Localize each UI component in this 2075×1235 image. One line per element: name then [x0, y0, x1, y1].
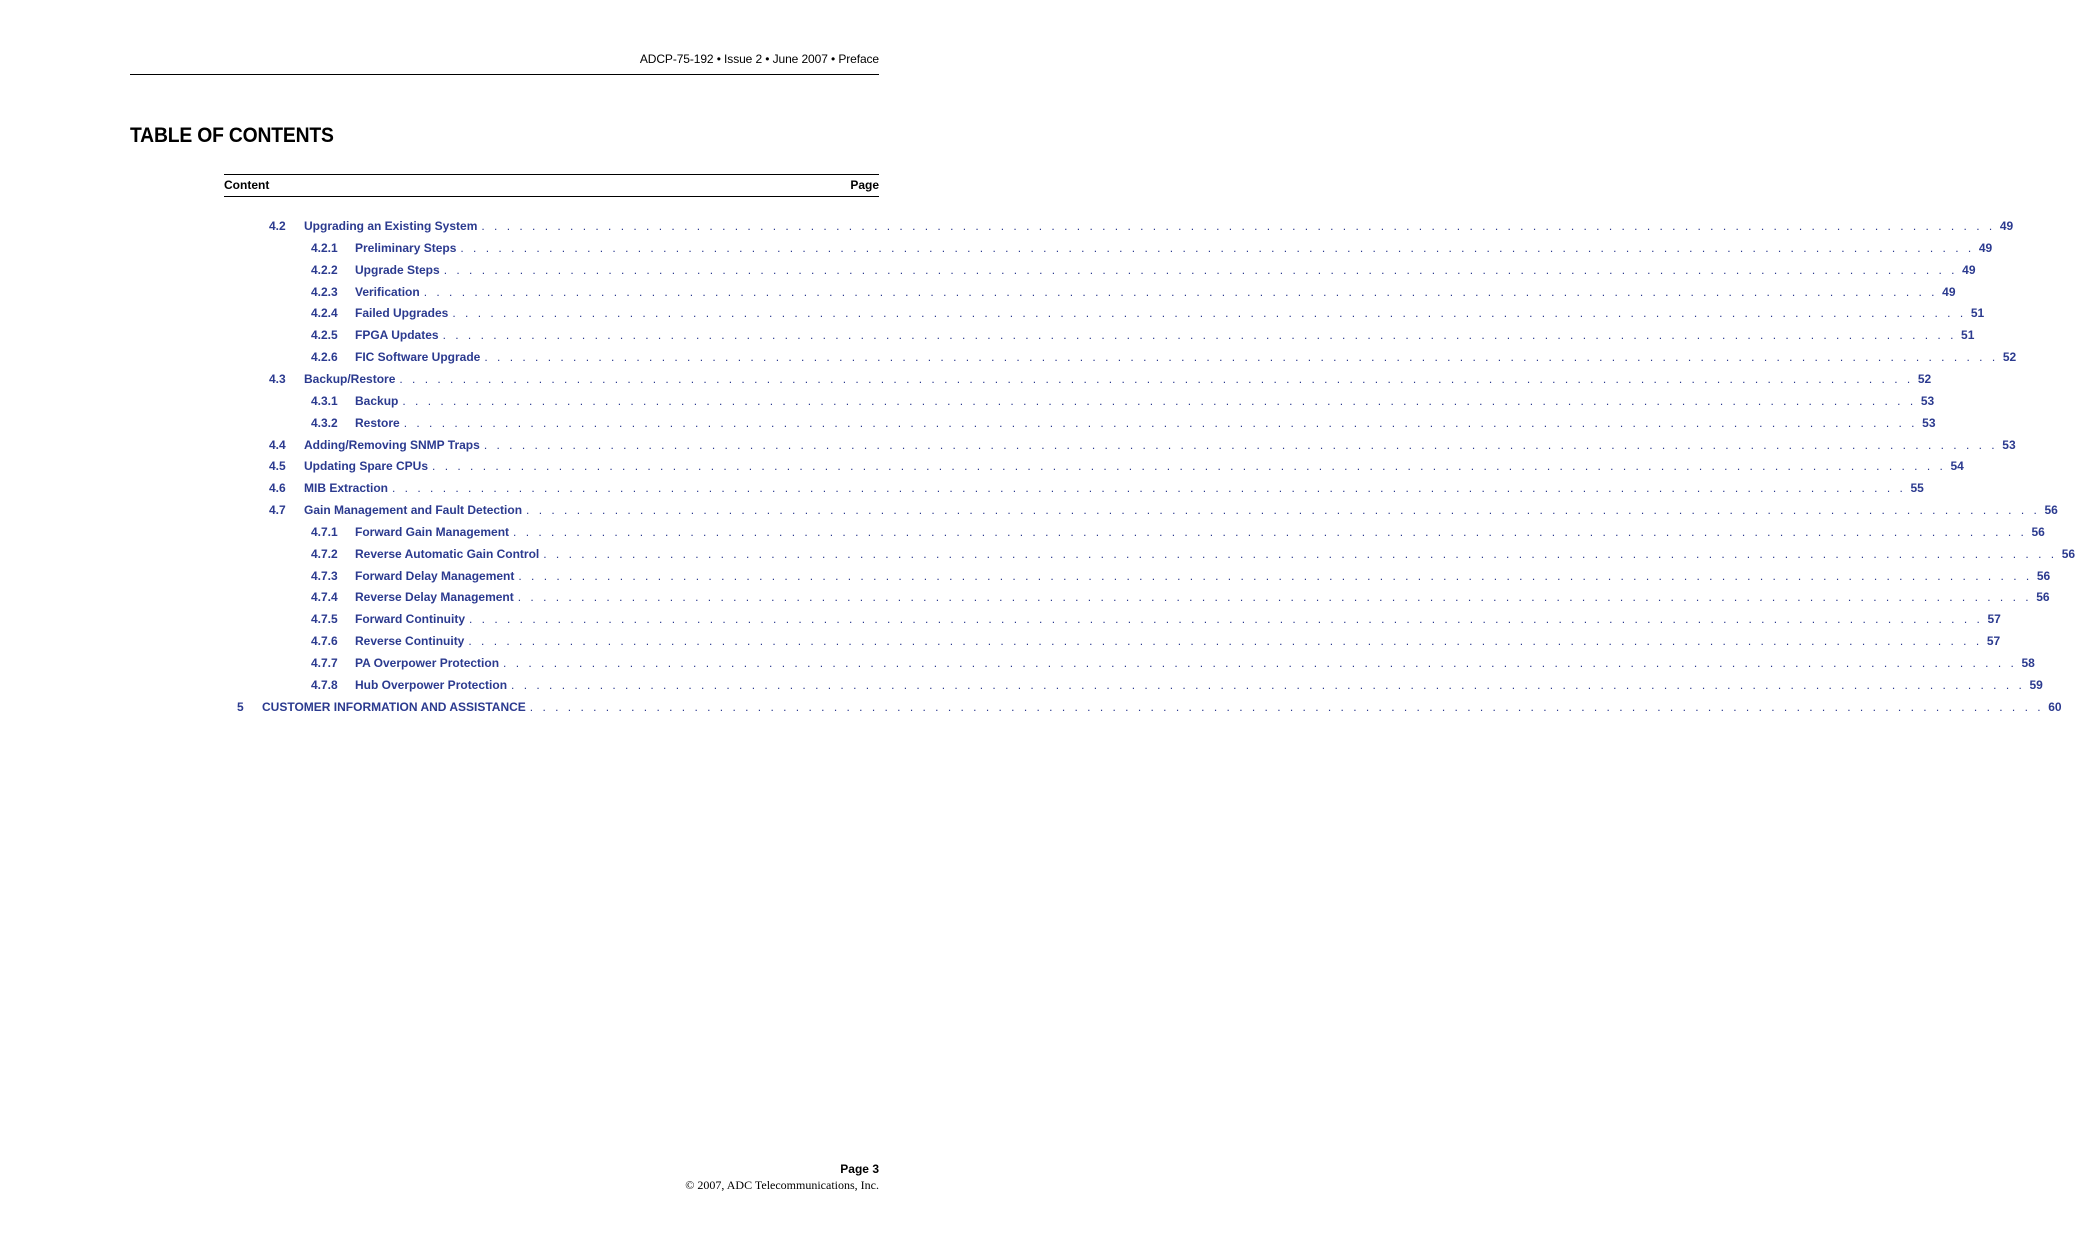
toc-entry-page: 57 — [1986, 634, 2001, 648]
toc-leader-dots: . . . . . . . . . . . . . . . . . . . . . . . . . . . . . . . . . . . . . . . . . . . . . . . . . . . . . . . . . . . . . . . . . . . . . . . . . . . . . . . . . . . . . . . . . . . . . . . . . . . . . . . . . . . . . . . . . . . . . . . . — [442, 328, 1957, 342]
toc-entry-title: CUSTOMER INFORMATION AND ASSISTANCE — [262, 700, 526, 714]
toc-leader-dots: . . . . . . . . . . . . . . . . . . . . . . . . . . . . . . . . . . . . . . . . . . . . . . . . . . . . . . . . . . . . . . . . . . . . . . . . . . . . . . . . . . . . . . . . . . . . . . . . . . . . . . . . . . . . . . . . . . . . . . . . — [483, 438, 1998, 452]
toc-entry-page: 53 — [1922, 416, 1936, 430]
toc-entry-number: 4.2.1 — [311, 241, 338, 255]
toc-entry-number: 4.3.1 — [311, 394, 338, 408]
toc-leader-dots: . . . . . . . . . . . . . . . . . . . . . . . . . . . . . . . . . . . . . . . . . . . . . . . . . . . . . . . . . . . . . . . . . . . . . . . . . . . . . . . . . . . . . . . . . . . . . . . . . . . . . . . . . . . . . . . . . . . . . . . . — [399, 372, 1914, 386]
toc-entry-page: 57 — [1987, 612, 2001, 626]
toc-leader-dots: . . . . . . . . . . . . . . . . . . . . . . . . . . . . . . . . . . . . . . . . . . . . . . . . . . . . . . . . . . . . . . . . . . . . . . . . . . . . . . . . . . . . . . . . . . . . . . . . . . . . . . . . . . . . . . . . . . . . . . . . — [403, 416, 1918, 430]
toc-entry-number: 4.7.2 — [311, 547, 338, 561]
toc-entry-number: 4.7 — [269, 503, 286, 517]
toc-leader-dots: . . . . . . . . . . . . . . . . . . . . . . . . . . . . . . . . . . . . . . . . . . . . . . . . . . . . . . . . . . . . . . . . . . . . . . . . . . . . . . . . . . . . . . . . . . . . . . . . . . . . . . . . . . . . . . . . . . . . . . . . — [469, 612, 1983, 626]
header-rule — [130, 74, 879, 75]
toc-entry[interactable] — [237, 700, 2062, 716]
toc-entry-page: 56 — [2036, 569, 2051, 583]
toc-entry[interactable] — [311, 285, 1956, 301]
toc-entry-title: Adding/Removing SNMP Traps — [304, 438, 480, 452]
toc-entry-title: FIC Software Upgrade — [355, 350, 481, 364]
toc-entry[interactable] — [311, 241, 1993, 257]
toc-entry-title: Verification — [355, 285, 420, 299]
toc-leader-dots: . . . . . . . . . . . . . . . . . . . . . . . . . . . . . . . . . . . . . . . . . . . . . . . . . . . . . . . . . . . . . . . . . . . . . . . . . . . . . . . . . . . . . . . . . . . . . . . . . . . . . . . . . . . . . . . . . . . . . . . . — [460, 241, 1975, 255]
toc-entry-page: 51 — [1970, 306, 1985, 320]
toc-entry-page: 52 — [2002, 350, 2017, 364]
toc-entry-page: 49 — [1999, 219, 2014, 233]
toc-entry-page: 49 — [1942, 285, 1956, 299]
toc-leader-dots: . . . . . . . . . . . . . . . . . . . . . . . . . . . . . . . . . . . . . . . . . . . . . . . . . . . . . . . . . . . . . . . . . . . . . . . . . . . . . . . . . . . . . . . . . . . . . . . . . . . . . . . . . . . . . . . . . . . . . . . . — [423, 285, 1938, 299]
toc-entry-title: MIB Extraction — [304, 481, 389, 495]
toc-entry-title: Preliminary Steps — [355, 241, 457, 255]
toc-entry-title: Failed Upgrades — [355, 306, 449, 320]
toc-leader-dots: . . . . . . . . . . . . . . . . . . . . . . . . . . . . . . . . . . . . . . . . . . . . . . . . . . . . . . . . . . . . . . . . . . . . . . . . . . . . . . . . . . . . . . . . . . . . . . . . . . . . . . . . . . . . . . . . . . . . . . . . — [517, 590, 2032, 604]
toc-entry-title: Restore — [355, 416, 400, 430]
toc-entry-title: Reverse Continuity — [355, 634, 465, 648]
toc-entry-title: Upgrade Steps — [355, 263, 440, 277]
toc-entry[interactable] — [269, 503, 2058, 519]
column-header — [224, 174, 879, 197]
toc-entry-number: 5 — [237, 700, 244, 714]
toc-entry[interactable] — [311, 394, 1935, 410]
toc-entry[interactable] — [311, 569, 2051, 585]
toc-leader-dots: . . . . . . . . . . . . . . . . . . . . . . . . . . . . . . . . . . . . . . . . . . . . . . . . . . . . . . . . . . . . . . . . . . . . . . . . . . . . . . . . . . . . . . . . . . . . . . . . . . . . . . . . . . . . . . . . . . . . . . . . — [513, 525, 2027, 539]
toc-entry-number: 4.7.5 — [311, 612, 338, 626]
toc-entry-title: Reverse Delay Management — [355, 590, 514, 604]
toc-leader-dots: . . . . . . . . . . . . . . . . . . . . . . . . . . . . . . . . . . . . . . . . . . . . . . . . . . . . . . . . . . . . . . . . . . . . . . . . . . . . . . . . . . . . . . . . . . . . . . . . . . . . . . . . . . . . . . . . . . . . . . . . — [526, 503, 2040, 517]
toc-entry[interactable] — [311, 525, 2045, 541]
toc-entry-title: Backup — [355, 394, 399, 408]
toc-entry-page: 60 — [2048, 700, 2062, 714]
toc-entry-number: 4.5 — [269, 459, 286, 473]
toc-entry-number: 4.4 — [269, 438, 286, 452]
toc-entry[interactable] — [269, 459, 1964, 475]
toc-entry[interactable] — [311, 612, 2001, 628]
column-header-content: Content — [224, 178, 270, 192]
toc-entry-title: Gain Management and Fault Detection — [304, 503, 523, 517]
toc-leader-dots: . . . . . . . . . . . . . . . . . . . . . . . . . . . . . . . . . . . . . . . . . . . . . . . . . . . . . . . . . . . . . . . . . . . . . . . . . . . . . . . . . . . . . . . . . . . . . . . . . . . . . . . . . . . . . . . . . . . . . . . . — [543, 547, 2058, 561]
toc-entry[interactable] — [311, 306, 1985, 322]
toc-entry-page: 53 — [1920, 394, 1935, 408]
page-title: TABLE OF CONTENTS — [130, 124, 334, 147]
toc-entry-title: Hub Overpower Protection — [355, 678, 508, 692]
toc-entry-page: 53 — [2002, 438, 2016, 452]
toc-leader-dots: . . . . . . . . . . . . . . . . . . . . . . . . . . . . . . . . . . . . . . . . . . . . . . . . . . . . . . . . . . . . . . . . . . . . . . . . . . . . . . . . . . . . . . . . . . . . . . . . . . . . . . . . . . . . . . . . . . . . . . . . — [468, 634, 1983, 648]
toc-entry-number: 4.7.4 — [311, 590, 338, 604]
toc-leader-dots: . . . . . . . . . . . . . . . . . . . . . . . . . . . . . . . . . . . . . . . . . . . . . . . . . . . . . . . . . . . . . . . . . . . . . . . . . . . . . . . . . . . . . . . . . . . . . . . . . . . . . . . . . . . . . . . . . . . . . . . . — [529, 700, 2044, 714]
toc-entry-title: Forward Delay Management — [355, 569, 515, 583]
toc-entry-title: Updating Spare CPUs — [304, 459, 429, 473]
toc-entry-title: PA Overpower Protection — [355, 656, 500, 670]
toc-entry-page: 58 — [2021, 656, 2035, 670]
toc-entry-title: Reverse Automatic Gain Control — [355, 547, 540, 561]
toc-leader-dots: . . . . . . . . . . . . . . . . . . . . . . . . . . . . . . . . . . . . . . . . . . . . . . . . . . . . . . . . . . . . . . . . . . . . . . . . . . . . . . . . . . . . . . . . . . . . . . . . . . . . . . . . . . . . . . . . . . . . . . . . — [481, 219, 1996, 233]
toc-entry[interactable] — [311, 263, 1976, 279]
toc-entry-page: 52 — [1917, 372, 1932, 386]
toc-entry-page: 54 — [1950, 459, 1964, 473]
toc-entry-title: FPGA Updates — [355, 328, 439, 342]
toc-entry-number: 4.7.6 — [311, 634, 338, 648]
toc-entry-number: 4.6 — [269, 481, 286, 495]
toc-entry-number: 4.7.3 — [311, 569, 338, 583]
toc-entry-page: 51 — [1961, 328, 1975, 342]
toc-entry[interactable] — [311, 634, 2001, 650]
toc-entry-page: 56 — [2044, 503, 2058, 517]
toc-entry[interactable] — [269, 481, 1924, 497]
toc-entry-number: 4.2 — [269, 219, 286, 233]
toc-entry-number: 4.2.6 — [311, 350, 338, 364]
toc-entry-number: 4.3 — [269, 372, 286, 386]
toc-entry[interactable] — [311, 350, 2017, 366]
toc-entry-page: 59 — [2029, 678, 2043, 692]
toc-leader-dots: . . . . . . . . . . . . . . . . . . . . . . . . . . . . . . . . . . . . . . . . . . . . . . . . . . . . . . . . . . . . . . . . . . . . . . . . . . . . . . . . . . . . . . . . . . . . . . . . . . . . . . . . . . . . . . . . . . . . . . . . — [484, 350, 1999, 364]
toc-entry-page: 49 — [1978, 241, 1993, 255]
toc-entry-page: 55 — [1910, 481, 1924, 495]
toc-entry-page: 56 — [2031, 525, 2045, 539]
toc-entry-number: 4.3.2 — [311, 416, 338, 430]
toc-leader-dots: . . . . . . . . . . . . . . . . . . . . . . . . . . . . . . . . . . . . . . . . . . . . . . . . . . . . . . . . . . . . . . . . . . . . . . . . . . . . . . . . . . . . . . . . . . . . . . . . . . . . . . . . . . . . . . . . . . . . . . . . — [432, 459, 1946, 473]
toc-entry-page: 56 — [2061, 547, 2075, 561]
toc-entry[interactable] — [269, 438, 2016, 454]
toc-leader-dots: . . . . . . . . . . . . . . . . . . . . . . . . . . . . . . . . . . . . . . . . . . . . . . . . . . . . . . . . . . . . . . . . . . . . . . . . . . . . . . . . . . . . . . . . . . . . . . . . . . . . . . . . . . . . . . . . . . . . . . . . — [518, 569, 2033, 583]
toc-entry[interactable] — [311, 590, 2050, 606]
toc-entry-page: 49 — [1962, 263, 1976, 277]
toc-entry-page: 56 — [2036, 590, 2050, 604]
toc-leader-dots: . . . . . . . . . . . . . . . . . . . . . . . . . . . . . . . . . . . . . . . . . . . . . . . . . . . . . . . . . . . . . . . . . . . . . . . . . . . . . . . . . . . . . . . . . . . . . . . . . . . . . . . . . . . . . . . . . . . . . . . . — [443, 263, 1958, 277]
toc-entry-number: 4.2.2 — [311, 263, 338, 277]
toc-entry[interactable] — [311, 416, 1936, 432]
toc-entry[interactable] — [311, 328, 1975, 344]
footer-copyright: © 2007, ADC Telecommunications, Inc. — [685, 1178, 879, 1192]
toc-entry[interactable] — [311, 547, 2075, 563]
toc-entry-number: 4.2.4 — [311, 306, 338, 320]
column-header-page: Page — [850, 178, 879, 192]
toc-entry[interactable] — [269, 372, 1932, 388]
toc-entry-number: 4.2.3 — [311, 285, 338, 299]
toc-entry-title: Forward Continuity — [355, 612, 465, 626]
toc-entry-number: 4.2.5 — [311, 328, 338, 342]
running-head: ADCP-75-192 • Issue 2 • June 2007 • Preface — [639, 52, 879, 66]
toc-leader-dots: . . . . . . . . . . . . . . . . . . . . . . . . . . . . . . . . . . . . . . . . . . . . . . . . . . . . . . . . . . . . . . . . . . . . . . . . . . . . . . . . . . . . . . . . . . . . . . . . . . . . . . . . . . . . . . . . . . . . . . . . — [452, 306, 1967, 320]
toc-entry[interactable] — [311, 656, 2035, 672]
toc-entry-number: 4.7.8 — [311, 678, 338, 692]
toc-entry-number: 4.7.1 — [311, 525, 338, 539]
footer-page-number: Page 3 — [840, 1162, 879, 1176]
toc-entry[interactable] — [311, 678, 2043, 694]
toc-entry-title: Forward Gain Management — [355, 525, 510, 539]
toc-leader-dots: . . . . . . . . . . . . . . . . . . . . . . . . . . . . . . . . . . . . . . . . . . . . . . . . . . . . . . . . . . . . . . . . . . . . . . . . . . . . . . . . . . . . . . . . . . . . . . . . . . . . . . . . . . . . . . . . . . . . . . . . — [402, 394, 1917, 408]
toc-entry[interactable] — [269, 219, 2014, 235]
toc-entry-title: Backup/Restore — [304, 372, 396, 386]
toc-leader-dots: . . . . . . . . . . . . . . . . . . . . . . . . . . . . . . . . . . . . . . . . . . . . . . . . . . . . . . . . . . . . . . . . . . . . . . . . . . . . . . . . . . . . . . . . . . . . . . . . . . . . . . . . . . . . . . . . . . . . . . . . — [511, 678, 2025, 692]
toc-entry-title: Upgrading an Existing System — [304, 219, 478, 233]
toc-leader-dots: . . . . . . . . . . . . . . . . . . . . . . . . . . . . . . . . . . . . . . . . . . . . . . . . . . . . . . . . . . . . . . . . . . . . . . . . . . . . . . . . . . . . . . . . . . . . . . . . . . . . . . . . . . . . . . . . . . . . . . . . — [392, 481, 1906, 495]
toc-entry-number: 4.7.7 — [311, 656, 338, 670]
toc-leader-dots: . . . . . . . . . . . . . . . . . . . . . . . . . . . . . . . . . . . . . . . . . . . . . . . . . . . . . . . . . . . . . . . . . . . . . . . . . . . . . . . . . . . . . . . . . . . . . . . . . . . . . . . . . . . . . . . . . . . . . . . . — [503, 656, 2017, 670]
